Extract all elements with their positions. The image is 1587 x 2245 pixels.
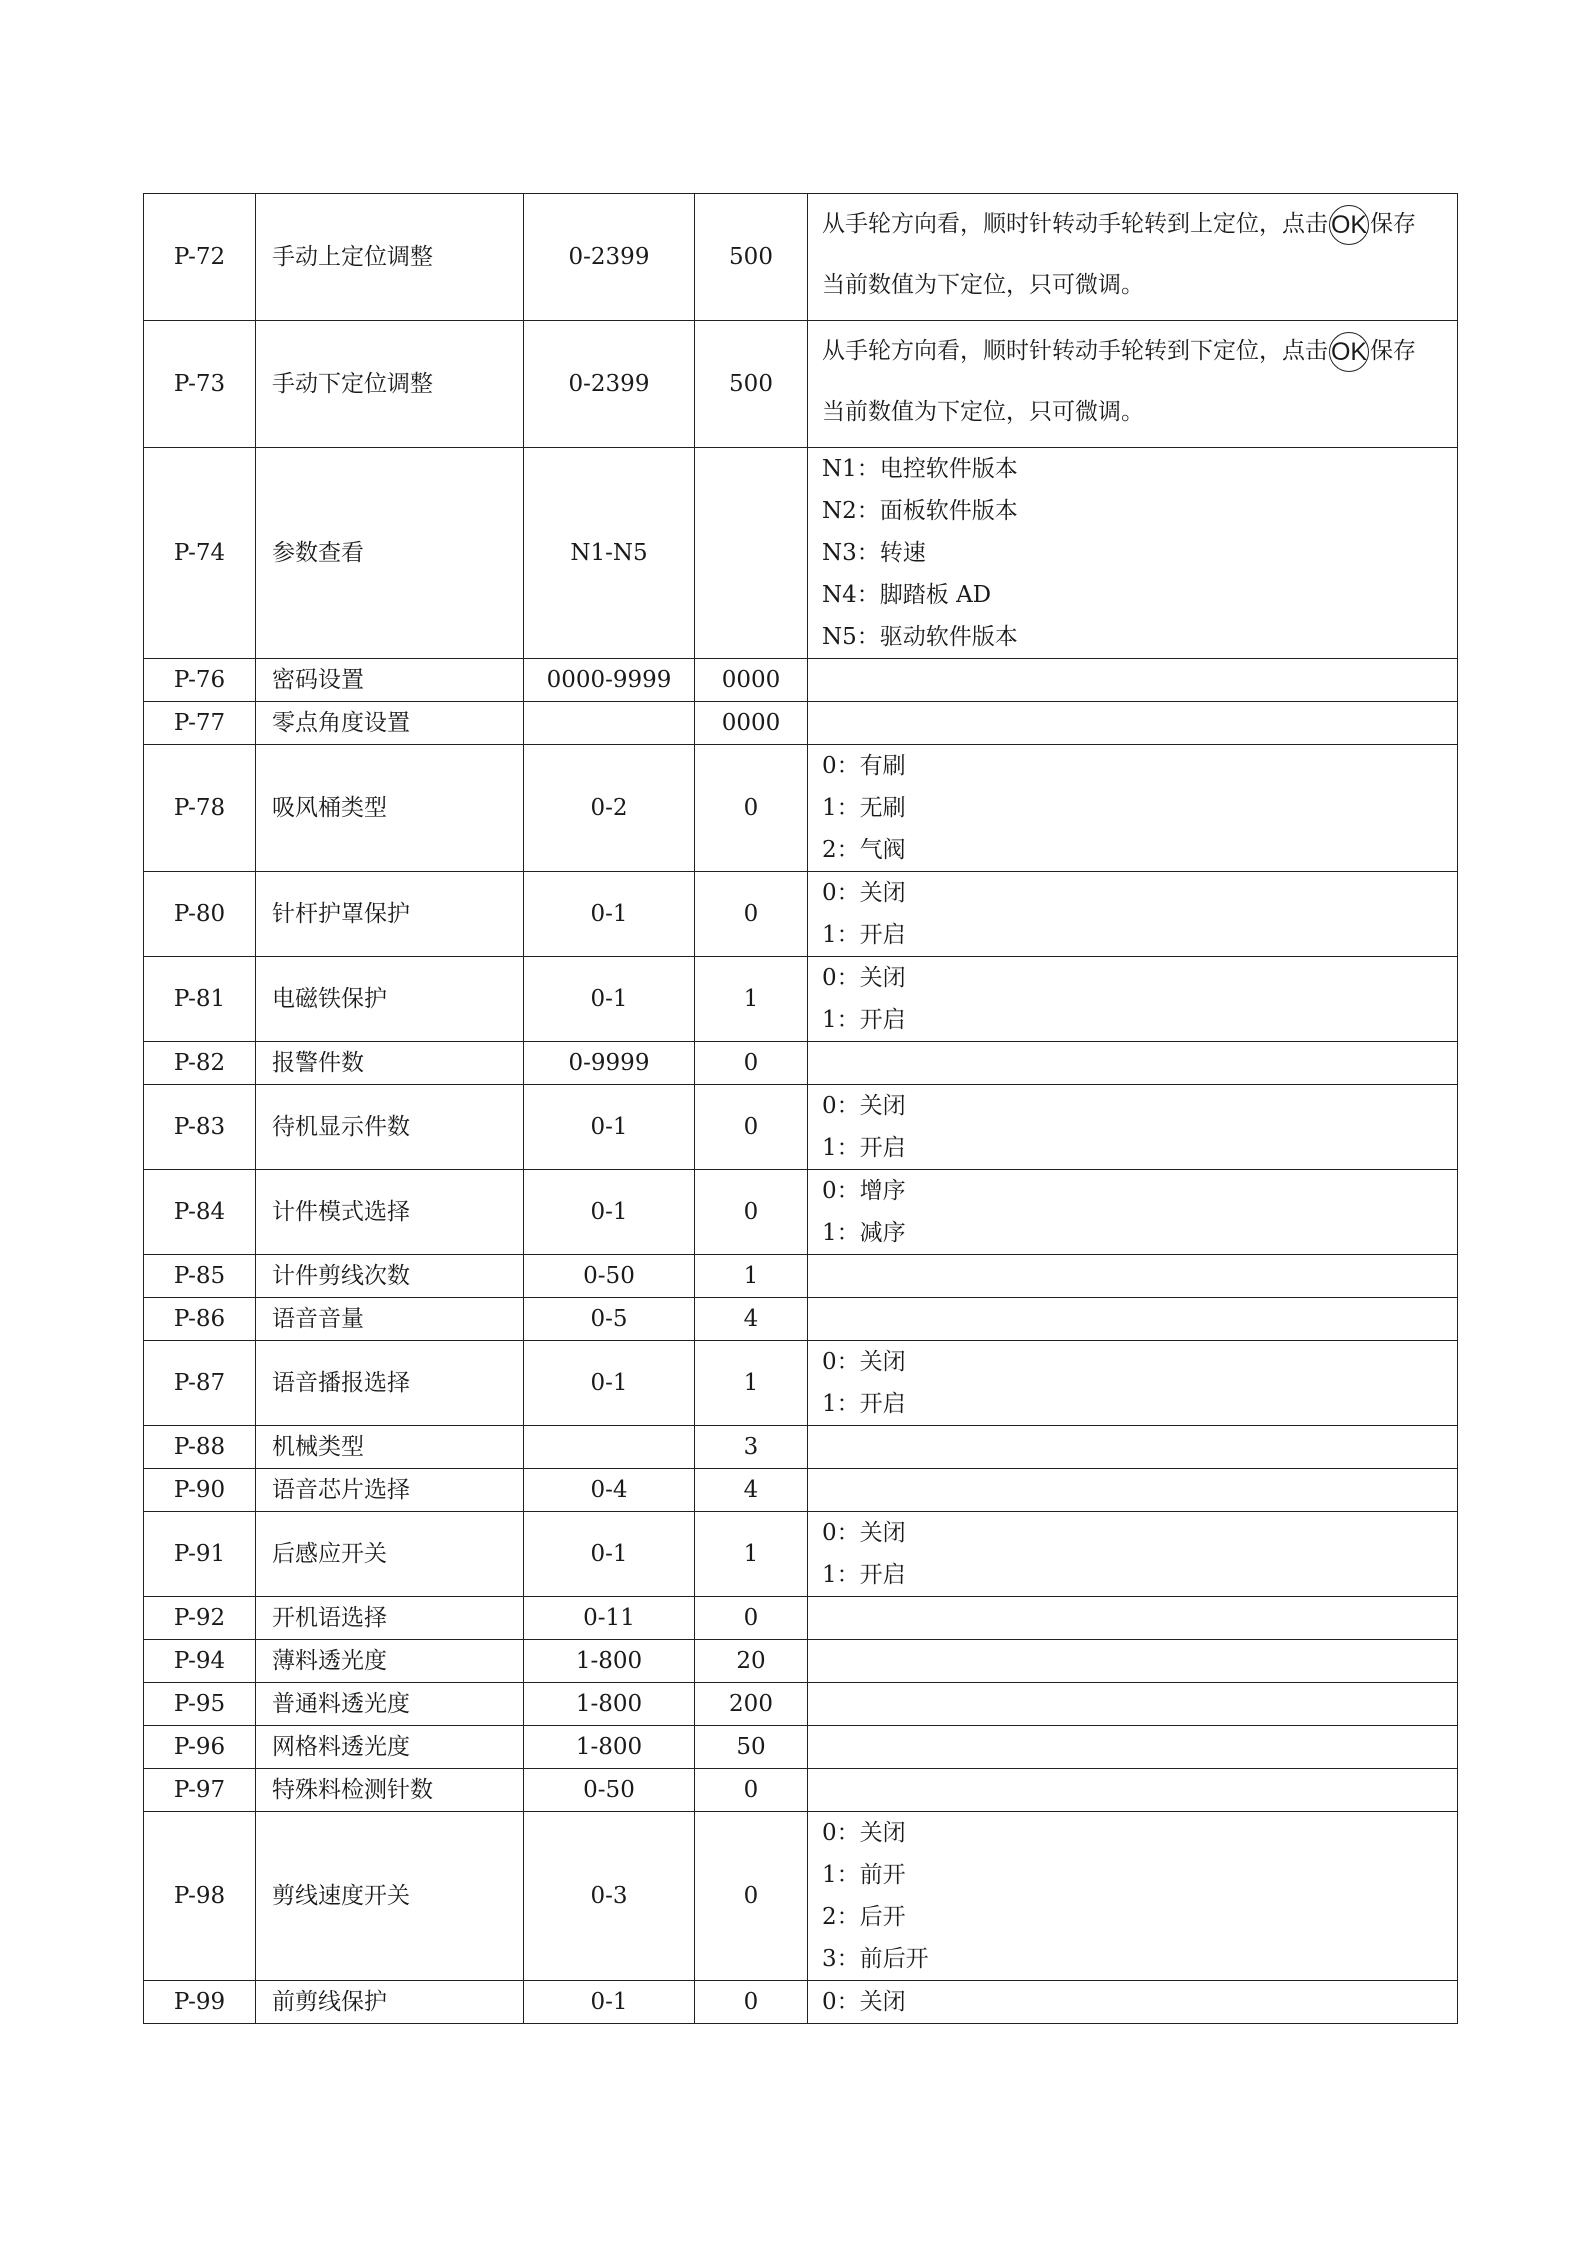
- param-default: 1: [695, 957, 808, 1042]
- table-row: [144, 1085, 1458, 1170]
- description-line: 0：关闭: [822, 1349, 906, 1375]
- param-code: P-98: [144, 1812, 256, 1981]
- description-line: 0：关闭: [822, 965, 906, 991]
- param-range: [524, 702, 695, 745]
- param-default: 1: [695, 1255, 808, 1298]
- param-code: P-95: [144, 1683, 256, 1726]
- param-name: 后感应开关: [256, 1512, 524, 1597]
- param-default: 0: [695, 1042, 808, 1085]
- description-line: N4：脚踏板 AD: [822, 582, 992, 608]
- ok-button-icon: OK: [1329, 332, 1369, 372]
- description-line: 1：开启: [822, 922, 906, 948]
- param-default: 200: [695, 1683, 808, 1726]
- param-code: P-84: [144, 1170, 256, 1255]
- table-row: [144, 1683, 1458, 1726]
- param-range: 1-800: [524, 1683, 695, 1726]
- table-row: [144, 1640, 1458, 1683]
- param-code: P-88: [144, 1426, 256, 1469]
- param-description: [808, 1426, 1458, 1469]
- param-range: 1-800: [524, 1726, 695, 1769]
- param-default: 0000: [695, 702, 808, 745]
- param-name: 电磁铁保护: [256, 957, 524, 1042]
- param-range: 0-1: [524, 1981, 695, 2024]
- param-description: [808, 872, 1458, 957]
- ok-button-icon: OK: [1329, 205, 1369, 245]
- description-line: 3：前后开: [822, 1946, 929, 1972]
- param-description: [808, 659, 1458, 702]
- description-line: 0：关闭: [822, 1820, 906, 1846]
- description-line: 1：开启: [822, 1562, 906, 1588]
- param-code: P-91: [144, 1512, 256, 1597]
- description-line: N5：驱动软件版本: [822, 624, 1018, 650]
- param-description: [808, 1298, 1458, 1341]
- param-default: 4: [695, 1469, 808, 1512]
- param-range: 0000-9999: [524, 659, 695, 702]
- param-code: P-81: [144, 957, 256, 1042]
- param-name: 语音播报选择: [256, 1341, 524, 1426]
- table-row: [144, 1298, 1458, 1341]
- parameter-table: [143, 193, 1458, 2024]
- description-line: 当前数值为下定位，只可微调。: [822, 272, 1144, 298]
- param-name: 机械类型: [256, 1426, 524, 1469]
- param-code: P-92: [144, 1597, 256, 1640]
- param-range: 0-50: [524, 1769, 695, 1812]
- parameter-table-body: [144, 194, 1458, 2024]
- description-line: 2：后开: [822, 1904, 906, 1930]
- param-code: P-87: [144, 1341, 256, 1426]
- param-range: 0-1: [524, 1512, 695, 1597]
- param-default: 0: [695, 872, 808, 957]
- param-range: [524, 1426, 695, 1469]
- param-name: 针杆护罩保护: [256, 872, 524, 957]
- param-description: [808, 1981, 1458, 2024]
- param-description: [808, 702, 1458, 745]
- description-line: 1：无刷: [822, 795, 906, 821]
- param-default: 0: [695, 1769, 808, 1812]
- param-default: [695, 448, 808, 659]
- table-row: [144, 1512, 1458, 1597]
- param-range: 0-11: [524, 1597, 695, 1640]
- param-default: 0: [695, 745, 808, 872]
- param-name: 吸风桶类型: [256, 745, 524, 872]
- param-name: 特殊料检测针数: [256, 1769, 524, 1812]
- param-description: [808, 957, 1458, 1042]
- table-row: [144, 1426, 1458, 1469]
- param-description: [808, 1769, 1458, 1812]
- param-range: 1-800: [524, 1640, 695, 1683]
- description-line: 0：关闭: [822, 1093, 906, 1119]
- param-code: P-83: [144, 1085, 256, 1170]
- description-line: 1：开启: [822, 1007, 906, 1033]
- param-code: P-78: [144, 745, 256, 872]
- param-name: 前剪线保护: [256, 1981, 524, 2024]
- param-range: 0-5: [524, 1298, 695, 1341]
- param-description: [808, 1085, 1458, 1170]
- description-line: 2：气阀: [822, 837, 906, 863]
- param-range: 0-50: [524, 1255, 695, 1298]
- param-code: P-82: [144, 1042, 256, 1085]
- param-name: 语音芯片选择: [256, 1469, 524, 1512]
- param-range: 0-1: [524, 957, 695, 1042]
- table-row: [144, 448, 1458, 659]
- param-default: 50: [695, 1726, 808, 1769]
- param-range: 0-2399: [524, 194, 695, 321]
- param-code: P-96: [144, 1726, 256, 1769]
- param-code: P-73: [144, 321, 256, 448]
- description-line: 1：前开: [822, 1862, 906, 1888]
- table-row: [144, 1170, 1458, 1255]
- table-row: [144, 1597, 1458, 1640]
- table-row: [144, 1042, 1458, 1085]
- param-range: 0-2399: [524, 321, 695, 448]
- param-name: 薄料透光度: [256, 1640, 524, 1683]
- param-range: 0-1: [524, 1341, 695, 1426]
- param-default: 500: [695, 194, 808, 321]
- param-name: 零点角度设置: [256, 702, 524, 745]
- param-code: P-85: [144, 1255, 256, 1298]
- param-name: 剪线速度开关: [256, 1812, 524, 1981]
- param-description: [808, 1042, 1458, 1085]
- param-code: P-94: [144, 1640, 256, 1683]
- description-text: 从手轮方向看，顺时针转动手轮转到上定位，点击: [822, 211, 1328, 237]
- param-range: 0-1: [524, 1170, 695, 1255]
- param-default: 0: [695, 1597, 808, 1640]
- param-description: [808, 1812, 1458, 1981]
- table-row: [144, 957, 1458, 1042]
- param-name: 计件模式选择: [256, 1170, 524, 1255]
- param-default: 500: [695, 321, 808, 448]
- param-default: 20: [695, 1640, 808, 1683]
- description-text: 保存: [1370, 338, 1416, 364]
- param-description: [808, 1512, 1458, 1597]
- description-text: 从手轮方向看，顺时针转动手轮转到下定位，点击: [822, 338, 1328, 364]
- table-row: [144, 321, 1458, 448]
- table-row: [144, 1255, 1458, 1298]
- description-line: 1：开启: [822, 1391, 906, 1417]
- description-line: N3：转速: [822, 540, 926, 566]
- param-default: 1: [695, 1341, 808, 1426]
- param-default: 0: [695, 1812, 808, 1981]
- description-line: N1：电控软件版本: [822, 456, 1018, 482]
- param-code: P-97: [144, 1769, 256, 1812]
- table-row: [144, 872, 1458, 957]
- table-row: [144, 659, 1458, 702]
- param-default: 3: [695, 1426, 808, 1469]
- param-name: 报警件数: [256, 1042, 524, 1085]
- table-row: [144, 1469, 1458, 1512]
- param-description: [808, 1726, 1458, 1769]
- param-description: [808, 1640, 1458, 1683]
- param-name: 网格料透光度: [256, 1726, 524, 1769]
- param-description: [808, 448, 1458, 659]
- param-name: 密码设置: [256, 659, 524, 702]
- param-description: [808, 1170, 1458, 1255]
- description-line: [822, 323, 1457, 379]
- table-row: [144, 1812, 1458, 1981]
- param-name: 手动下定位调整: [256, 321, 524, 448]
- param-description: [808, 1341, 1458, 1426]
- param-description: [808, 1683, 1458, 1726]
- param-default: 0: [695, 1170, 808, 1255]
- param-name: 待机显示件数: [256, 1085, 524, 1170]
- description-line: 0：有刷: [822, 753, 906, 779]
- table-row: [144, 194, 1458, 321]
- param-range: 0-3: [524, 1812, 695, 1981]
- param-code: P-74: [144, 448, 256, 659]
- param-name: 普通料透光度: [256, 1683, 524, 1726]
- table-row: [144, 1981, 1458, 2024]
- description-text: 保存: [1370, 211, 1416, 237]
- param-description: [808, 1469, 1458, 1512]
- param-range: 0-4: [524, 1469, 695, 1512]
- description-line: [822, 196, 1457, 252]
- param-description: [808, 1255, 1458, 1298]
- param-code: P-77: [144, 702, 256, 745]
- param-default: 0: [695, 1981, 808, 2024]
- param-code: P-86: [144, 1298, 256, 1341]
- param-name: 语音音量: [256, 1298, 524, 1341]
- param-default: 0000: [695, 659, 808, 702]
- description-line: 当前数值为下定位，只可微调。: [822, 399, 1144, 425]
- param-description: [808, 321, 1458, 448]
- param-description: [808, 194, 1458, 321]
- param-default: 4: [695, 1298, 808, 1341]
- description-line: 0：关闭: [822, 880, 906, 906]
- param-default: 1: [695, 1512, 808, 1597]
- param-code: P-80: [144, 872, 256, 957]
- param-code: P-76: [144, 659, 256, 702]
- description-line: 0：关闭: [822, 1989, 906, 2015]
- param-code: P-72: [144, 194, 256, 321]
- param-name: 手动上定位调整: [256, 194, 524, 321]
- param-code: P-99: [144, 1981, 256, 2024]
- description-line: 0：增序: [822, 1178, 906, 1204]
- param-description: [808, 1597, 1458, 1640]
- table-row: [144, 745, 1458, 872]
- description-line: N2：面板软件版本: [822, 498, 1018, 524]
- param-code: P-90: [144, 1469, 256, 1512]
- description-line: 0：关闭: [822, 1520, 906, 1546]
- table-row: [144, 1769, 1458, 1812]
- description-line: 1：开启: [822, 1135, 906, 1161]
- param-default: 0: [695, 1085, 808, 1170]
- param-name: 参数查看: [256, 448, 524, 659]
- table-row: [144, 1341, 1458, 1426]
- param-range: 0-1: [524, 872, 695, 957]
- param-range: 0-2: [524, 745, 695, 872]
- description-line: 1：减序: [822, 1220, 906, 1246]
- param-range: 0-1: [524, 1085, 695, 1170]
- param-name: 计件剪线次数: [256, 1255, 524, 1298]
- param-description: [808, 745, 1458, 872]
- param-name: 开机语选择: [256, 1597, 524, 1640]
- table-row: [144, 1726, 1458, 1769]
- table-row: [144, 702, 1458, 745]
- param-range: N1-N5: [524, 448, 695, 659]
- param-range: 0-9999: [524, 1042, 695, 1085]
